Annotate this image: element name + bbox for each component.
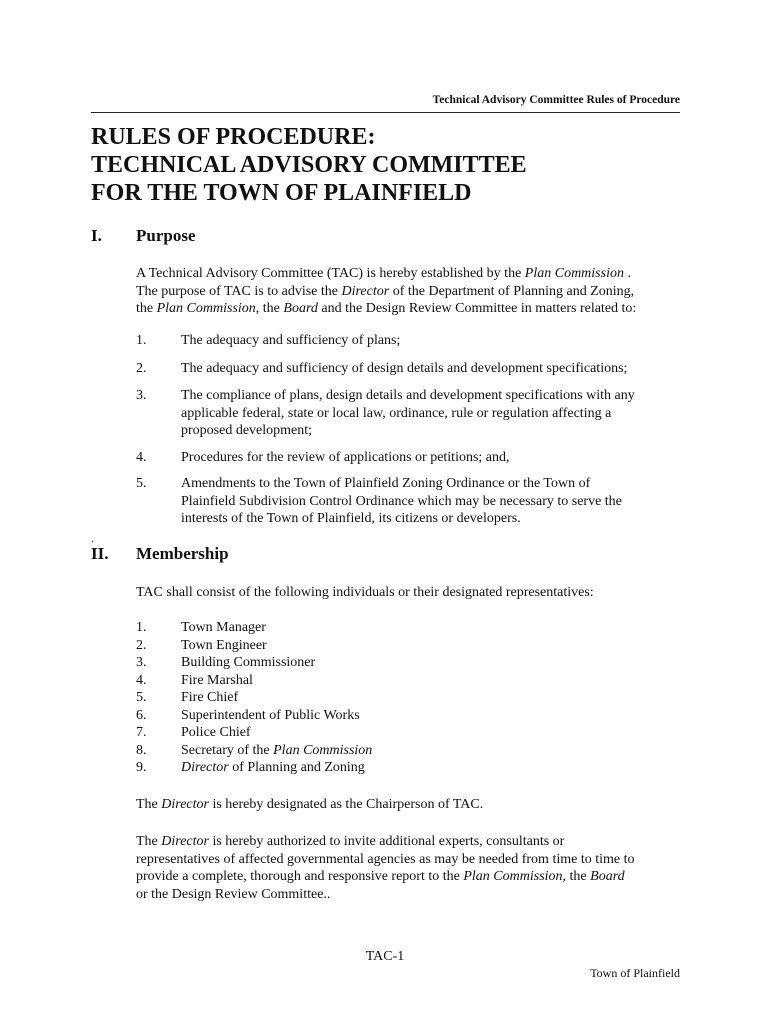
section-title: Membership — [136, 544, 229, 563]
section-number: I. — [91, 226, 102, 245]
list-text: applicable federal, state or local law, ordinance, rule or regulation affecting a — [181, 405, 612, 421]
member-list — [136, 619, 684, 777]
paragraph-line: The Director is hereby authorized to invite additional experts, consultants or — [136, 834, 565, 849]
paragraph-line: A Technical Advisory Committee (TAC) is hereby established by the Plan Commission . — [136, 266, 631, 281]
list-item: 9. Director of Planning and Zoning — [136, 760, 365, 775]
purpose-list-item-2 — [136, 360, 684, 378]
paragraph-line: or the Design Review Committee.. — [136, 886, 331, 902]
list-number: 3. — [136, 388, 147, 403]
title-line-1: RULES OF PROCEDURE: — [91, 124, 376, 150]
list-text: Plainfield Subdivision Control Ordinance which may be necessary to serve the — [181, 493, 622, 509]
page-number: TAC-1 — [365, 949, 405, 964]
paragraph-line: The purpose of TAC is to advise the Director of the Department of Planning and Zoning, — [136, 283, 635, 299]
chairperson-paragraph: The Director is hereby designated as the Chairperson of TAC. — [136, 797, 484, 812]
stray-mark: . — [91, 531, 94, 545]
list-number: 5. — [136, 476, 147, 491]
purpose-paragraph — [136, 265, 684, 318]
purpose-list-item-5 — [136, 475, 684, 528]
list-item: 1. Town Manager — [136, 620, 266, 635]
purpose-list-item-1 — [136, 332, 684, 350]
list-text: interests of the Town of Plainfield, its citizens or developers. — [181, 511, 521, 526]
running-header: Technical Advisory Committee Rules of Procedure — [432, 94, 680, 106]
header-rule — [91, 112, 680, 113]
paragraph-line: representatives of affected governmental agencies as may be needed from time to time to — [136, 851, 635, 867]
list-item: 5. Fire Chief — [136, 690, 239, 705]
membership-intro: TAC shall consist of the following individuals or their designated representatives: — [136, 585, 594, 600]
experts-paragraph — [136, 833, 684, 903]
section-number: II. — [91, 544, 109, 563]
section-title: Purpose — [136, 226, 196, 245]
list-item: 2. Town Engineer — [136, 637, 267, 653]
list-text: The adequacy and sufficiency of design details and development specifications; — [181, 361, 628, 376]
title-line-3: FOR THE TOWN OF PLAINFIELD — [91, 180, 472, 206]
list-text: The adequacy and sufficiency of plans; — [181, 333, 401, 348]
list-text: proposed development; — [181, 423, 313, 438]
list-number: 2. — [136, 361, 147, 376]
list-item: 6. Superintendent of Public Works — [136, 707, 360, 723]
purpose-list-item-3 — [136, 387, 684, 440]
section-heading-purpose — [91, 226, 196, 246]
list-number: 1. — [136, 333, 147, 348]
list-item: 3. Building Commissioner — [136, 655, 316, 670]
title-line-2: TECHNICAL ADVISORY COMMITTEE — [91, 152, 527, 178]
paragraph-line: provide a complete, thorough and responsive report to the Plan Commission, the Board — [136, 869, 625, 884]
list-item: 4. Fire Marshal — [136, 672, 253, 688]
document-title — [91, 123, 527, 207]
list-text: The compliance of plans, design details and development specifications with any — [181, 388, 635, 403]
list-number: 4. — [136, 450, 147, 465]
paragraph-line: the Plan Commission, the Board and the Design Review Committee in matters related to: — [136, 301, 637, 316]
list-item: 7. Police Chief — [136, 725, 251, 740]
footer-town: Town of Plainfield — [590, 966, 680, 980]
list-item: 8. Secretary of the Plan Commission — [136, 742, 373, 758]
list-text: Procedures for the review of applications or petitions; and, — [181, 450, 510, 465]
list-text: Amendments to the Town of Plainfield Zoning Ordinance or the Town of — [181, 476, 591, 491]
section-heading-membership — [91, 544, 229, 564]
purpose-list-item-4 — [136, 449, 684, 467]
